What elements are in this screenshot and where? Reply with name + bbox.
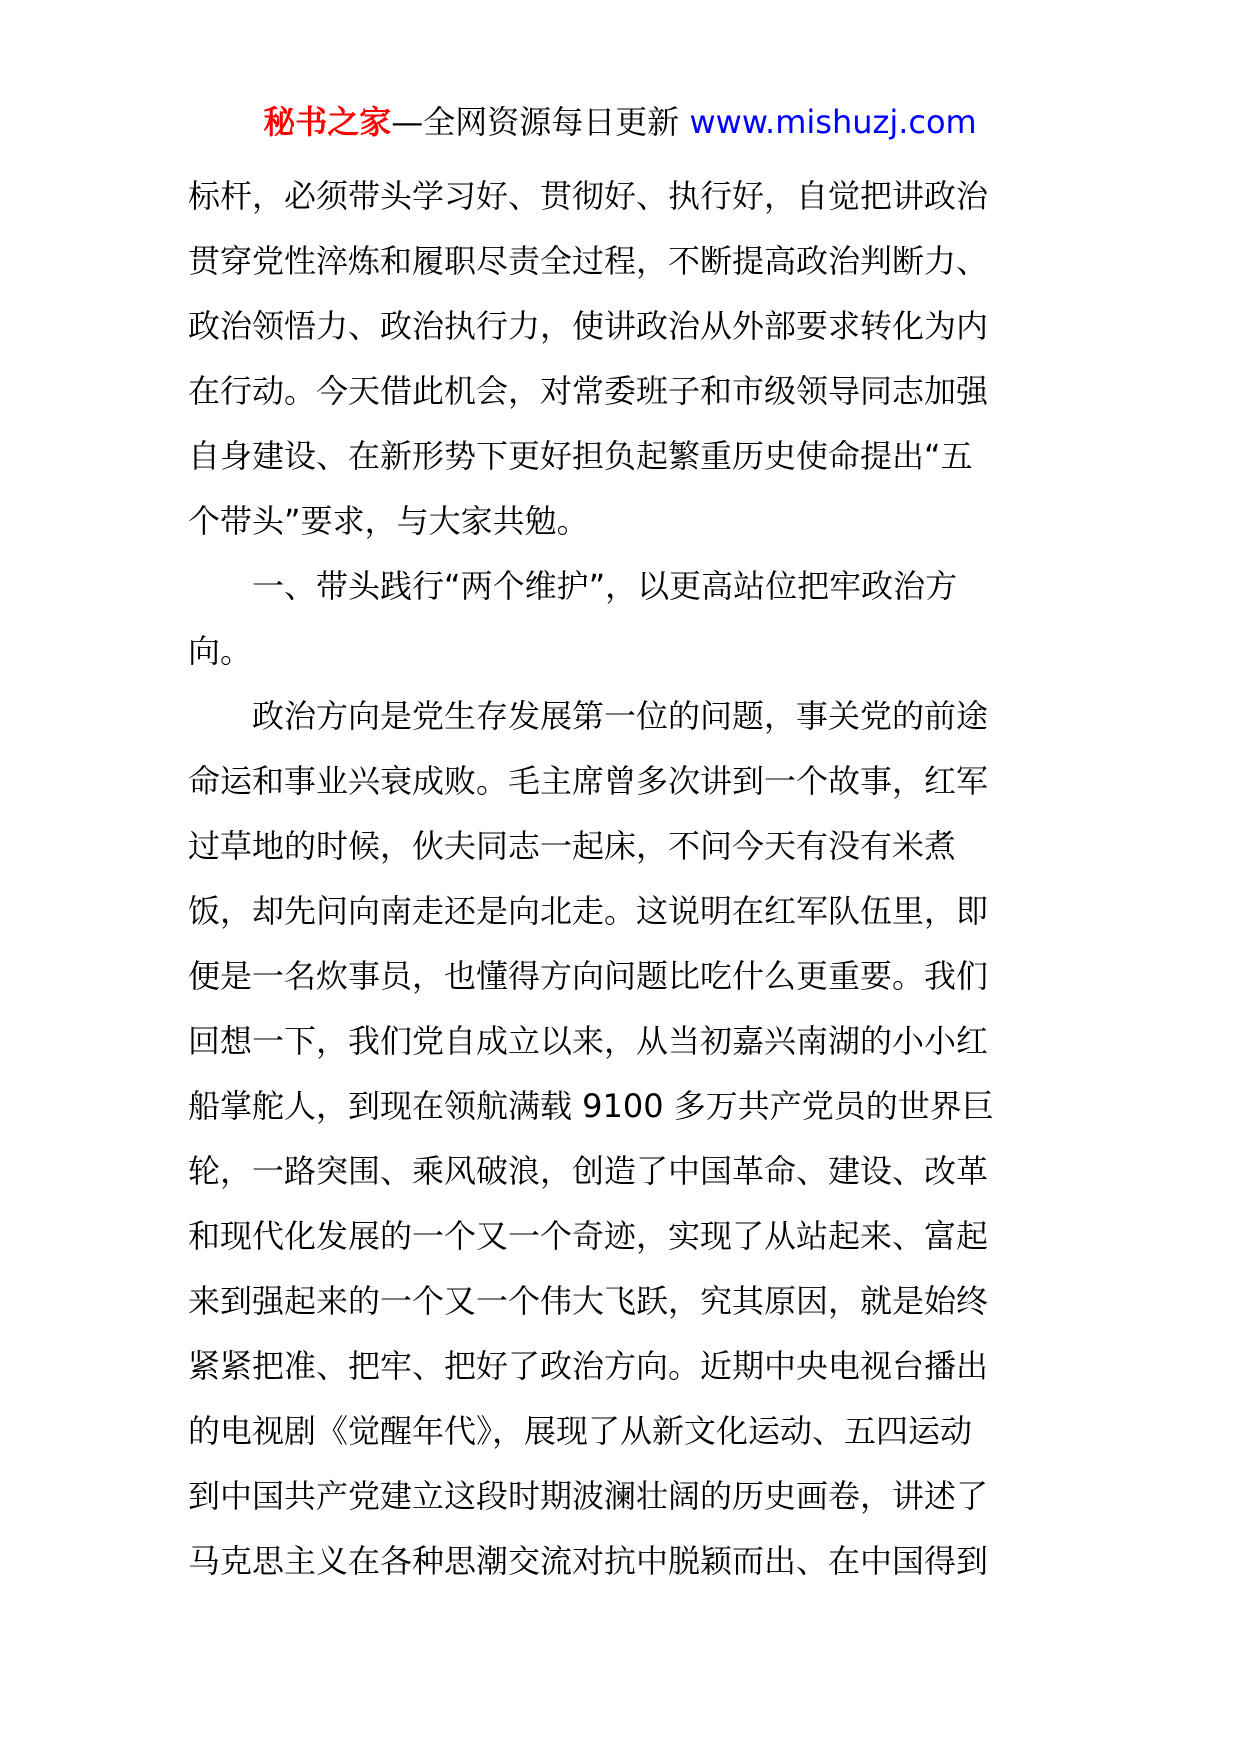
text-line: 的电视剧《觉醒年代》，展现了从新文化运动、五四运动 bbox=[188, 1412, 973, 1450]
text-line: 便是一名炊事员，也懂得方向问题比吃什么更重要。我们 bbox=[188, 957, 989, 995]
page-header bbox=[0, 100, 1240, 144]
text-line: 命运和事业兴衰成败。毛主席曾多次讲到一个故事，红军 bbox=[188, 762, 989, 800]
text-line: 政治方向是党生存发展第一位的问题，事关党的前途 bbox=[252, 697, 989, 735]
text-line: 来到强起来的一个又一个伟大飞跃，究其原因，就是始终 bbox=[188, 1282, 989, 1320]
header-tagline: —全网资源每日更新 bbox=[391, 103, 690, 141]
text-line: 向。 bbox=[188, 632, 253, 670]
text-line: 到中国共产党建立这段时期波澜壮阔的历史画卷，讲述了 bbox=[188, 1477, 989, 1515]
document-body bbox=[188, 164, 1068, 1594]
text-line: 政治领悟力、政治执行力，使讲政治从外部要求转化为内 bbox=[188, 307, 989, 345]
site-url-link[interactable]: www.mishuzj.com bbox=[689, 103, 977, 141]
text-line: 轮，一路突围、乘风破浪，创造了中国革命、建设、改革 bbox=[188, 1152, 989, 1190]
text-line: 贯穿党性淬炼和履职尽责全过程，不断提高政治判断力、 bbox=[188, 242, 989, 280]
brand-name: 秘书之家 bbox=[263, 103, 392, 141]
text-line: 标杆，必须带头学习好、贯彻好、执行好，自觉把讲政治 bbox=[188, 177, 989, 215]
text-line: 回想一下，我们党自成立以来，从当初嘉兴南湖的小小红 bbox=[188, 1022, 989, 1060]
text-line: 自身建设、在新形势下更好担负起繁重历史使命提出“五 bbox=[188, 437, 973, 475]
text-line: 马克思主义在各种思潮交流对抗中脱颖而出、在中国得到 bbox=[188, 1542, 989, 1580]
text-line: 船掌舵人，到现在领航满载 9100 多万共产党员的世界巨 bbox=[188, 1087, 994, 1125]
text-line: 过草地的时候，伙夫同志一起床，不问今天有没有米煮 bbox=[188, 827, 957, 865]
text-line: 一、带头践行“两个维护”，以更高站位把牢政治方 bbox=[252, 567, 958, 605]
text-line: 紧紧把准、把牢、把好了政治方向。近期中央电视台播出 bbox=[188, 1347, 989, 1385]
text-line: 个带头”要求，与大家共勉。 bbox=[188, 502, 589, 540]
text-line: 饭，却先问向南走还是向北走。这说明在红军队伍里，即 bbox=[188, 892, 989, 930]
text-line: 和现代化发展的一个又一个奇迹，实现了从站起来、富起 bbox=[188, 1217, 989, 1255]
text-line: 在行动。今天借此机会，对常委班子和市级领导同志加强 bbox=[188, 372, 989, 410]
